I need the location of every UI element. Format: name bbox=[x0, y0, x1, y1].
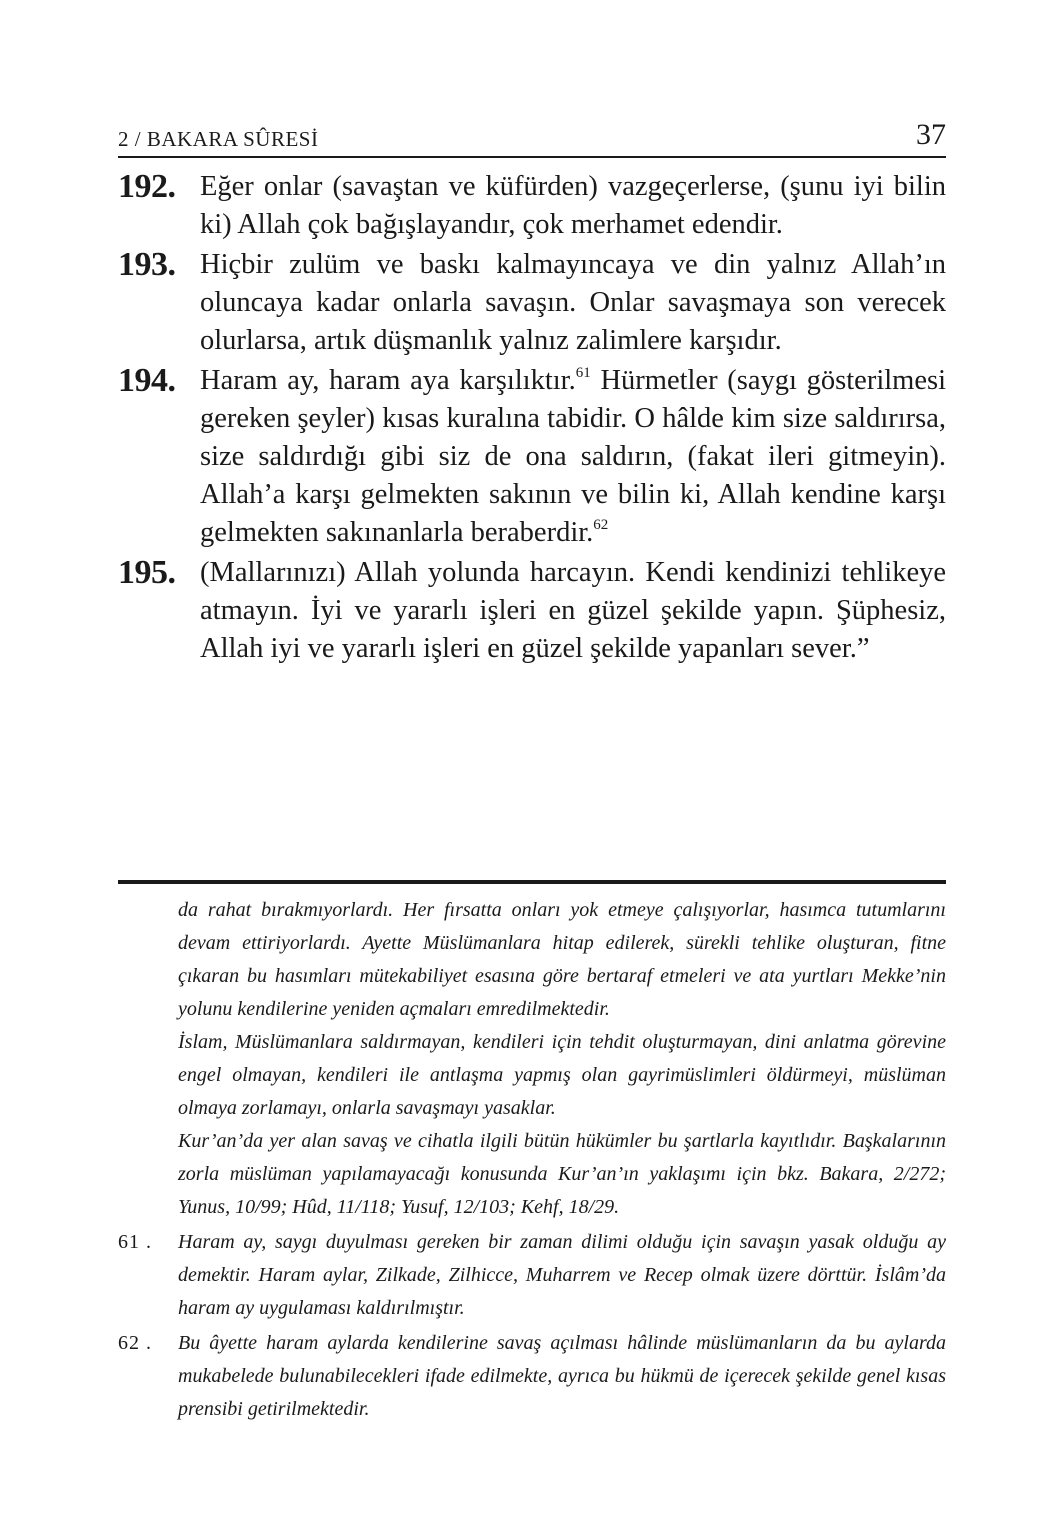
footnote-paragraph: da rahat bırakmıyorlardı. Her fırsatta onları yok etmeye çalışıyorlar, hasımca tutumlarını devam ettiriyorlardı. Ayette Müslümanlara hitap edilerek, sürekli tehlike oluşturan, fitne çıkaran bu hasımları mütekabiliyet esasına göre bertaraf etmeleri ve ata yurtları Mekke’nin yolunu kendilerine yeniden açmaları emredilmektedir. bbox=[178, 899, 946, 1020]
verse-number: 192. bbox=[118, 168, 176, 205]
footnotes bbox=[118, 894, 946, 1426]
footnote-paragraph: İslam, Müslümanlara saldırmayan, kendileri için tehdit oluşturmayan, dini anlatma görevine engel olmayan, kendileri ile antlaşma yapmış olan gayrimüslimleri öldürmeyi, müslüman olmaya zorlamayı, onlarla savaşmayı yasaklar. bbox=[178, 1031, 946, 1119]
verse-list bbox=[118, 168, 946, 670]
footnote-ref-61[interactable]: 61 bbox=[575, 365, 591, 381]
verse-text: Hiçbir zulüm ve baskı kalmayıncaya ve din yalnız Allah’ın oluncaya kadar onlarla savaşın. Onlar savaşmaya son verecek olurlarsa, artık düşmanlık yalnız zalimlere karşıdır. bbox=[200, 249, 946, 356]
footnote-ref-62[interactable]: 62 bbox=[593, 517, 609, 533]
verse-number: 194. bbox=[118, 362, 176, 399]
verse-text bbox=[200, 365, 946, 548]
verse-text: Eğer onlar (savaştan ve küfürden) vazgeçerlerse, (şunu iyi bilin ki) Allah çok bağışlayandır, çok merhamet edendir. bbox=[200, 171, 946, 240]
verse-192 bbox=[118, 168, 946, 244]
verse-193 bbox=[118, 246, 946, 360]
page-number: 37 bbox=[916, 118, 946, 151]
verse-194 bbox=[118, 362, 946, 552]
footnote-number: 61 . bbox=[118, 1231, 152, 1253]
footnote-paragraph: Kur’an’da yer alan savaş ve cihatla ilgili bütün hükümler bu şartlarla kayıtlıdır. Başkalarının zorla müslüman yapılamayacağı konusunda Kur’an’ın yaklaşımı için bkz. Bakara, 2/272; Yunus, 10/99; Hûd, 11/118; Yusuf, 12/103; Kehf, 18/29. bbox=[178, 1130, 946, 1218]
running-title: 2 / BAKARA SÛRESİ bbox=[118, 127, 319, 151]
footnote-number: 62 . bbox=[118, 1332, 152, 1354]
header-rule bbox=[118, 156, 946, 158]
verse-number: 193. bbox=[118, 246, 176, 283]
footnote-61 bbox=[118, 1226, 946, 1325]
page-header bbox=[118, 112, 946, 158]
footnote-text: Bu âyette haram aylarda kendilerine savaş açılması hâlinde müslümanların da bu aylarda mukabelede bulunabilecekleri ifade edilmekte, ayrıca bu hükmü de içerecek şekilde genel kısas prensibi getirilmektedir. bbox=[178, 1332, 946, 1420]
footnote-continuation bbox=[118, 894, 946, 1224]
footnote-separator bbox=[118, 880, 946, 884]
verse-text-part: Haram ay, haram aya karşılıktır. bbox=[200, 365, 576, 396]
verse-number: 195. bbox=[118, 554, 176, 591]
verse-text-part: Hürmetler (saygı gösterilmesi gereken şeyler) kısas kuralına tabidir. O hâlde kim size saldırırsa, size saldırdığı gibi siz de ona saldırın, (fakat ileri gitmeyin). Allah’a karşı gelmekten sakının ve bilin ki, Allah kendine karşı gelmekten sakınanlarla beraberdir. bbox=[200, 365, 946, 548]
footnote-text: Haram ay, saygı duyulması gereken bir zaman dilimi olduğu için savaşın yasak olduğu ay demektir. Haram aylar, Zilkade, Zilhicce, Muharrem ve Recep olmak üzere dörttür. İslâm’da haram ay uygulaması kaldırılmıştır. bbox=[178, 1231, 946, 1319]
verse-195 bbox=[118, 554, 946, 668]
verse-text: (Mallarınızı) Allah yolunda harcayın. Kendi kendinizi tehlikeye atmayın. İyi ve yararlı işleri en güzel şekilde yapın. Şüphesiz, Allah iyi ve yararlı işleri en güzel şekilde yapanları sever.” bbox=[200, 557, 946, 664]
footnote-62 bbox=[118, 1327, 946, 1426]
